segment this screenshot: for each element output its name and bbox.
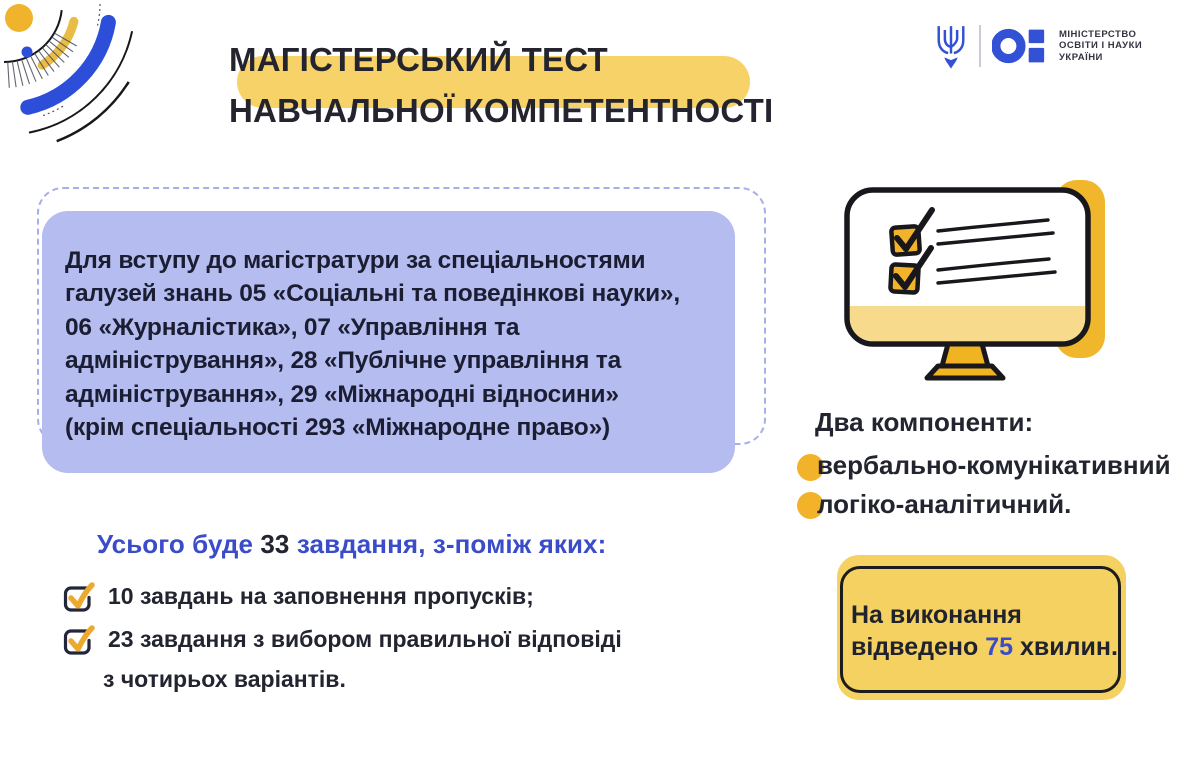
component-item: вербально-комунікативний (817, 450, 1171, 480)
duration-text (851, 599, 1118, 663)
tasks-heading-suffix: завдання, з-поміж яких: (289, 529, 607, 559)
eligibility-card (42, 211, 735, 473)
checklist-item-text: 10 завдань на заповнення пропусків; (108, 583, 534, 609)
checkbox-icon (60, 581, 96, 614)
ministry-logomark-icon (992, 23, 1048, 69)
eligibility-line: галузей знань 05 «Соціальні та поведінкові науки», (65, 280, 680, 308)
ministry-logo (934, 22, 1142, 70)
components-heading: Два компоненти: (815, 407, 1034, 437)
checklist-item (60, 583, 534, 614)
duration-minutes: 75 (985, 633, 1014, 661)
duration-line2-suffix: хвилин. (1013, 633, 1118, 661)
ministry-name-line1: МІНІСТЕРСТВО (1059, 28, 1137, 40)
monitor-checklist-illustration (835, 170, 1115, 390)
page-title-line1: МАГІСТЕРСЬКИЙ ТЕСТ (229, 41, 608, 78)
trident-icon (934, 22, 968, 70)
component-item: логіко-аналітичний. (817, 489, 1072, 519)
checklist-item-continuation: з чотирьох варіантів. (103, 666, 346, 692)
eligibility-line: 06 «Журналістика», 07 «Управління та (65, 313, 520, 341)
logo-divider (979, 25, 981, 67)
ministry-name (1059, 29, 1142, 64)
eligibility-line: адміністрування», 28 «Публічне управління та (65, 347, 622, 375)
eligibility-line: адміністрування», 29 «Міжнародні відносини» (65, 380, 619, 408)
corner-arcs-decoration (0, 0, 158, 152)
duration-line1: На виконання (851, 601, 1022, 629)
checklist-item-text: 23 завдання з вибором правильної відповіді (108, 626, 622, 652)
ministry-name-line3: УКРАЇНИ (1059, 51, 1103, 63)
tasks-heading-prefix: Усього буде (97, 529, 261, 559)
duration-line2-prefix: відведено (851, 633, 986, 661)
eligibility-line: (крім спеціальності 293 «Міжнародне право») (65, 414, 610, 442)
tasks-heading (97, 529, 606, 560)
tasks-count: 33 (260, 529, 290, 559)
ministry-name-line2: ОСВІТИ І НАУКИ (1059, 40, 1143, 52)
duration-card (837, 555, 1126, 700)
page-title (229, 34, 773, 136)
eligibility-line: Для вступу до магістратури за спеціальностями (65, 247, 646, 274)
checkbox-icon (60, 624, 96, 657)
page-title-line2: НАВЧАЛЬНОЇ КОМПЕТЕНТНОСТІ (229, 92, 774, 129)
checklist-item (60, 626, 622, 657)
